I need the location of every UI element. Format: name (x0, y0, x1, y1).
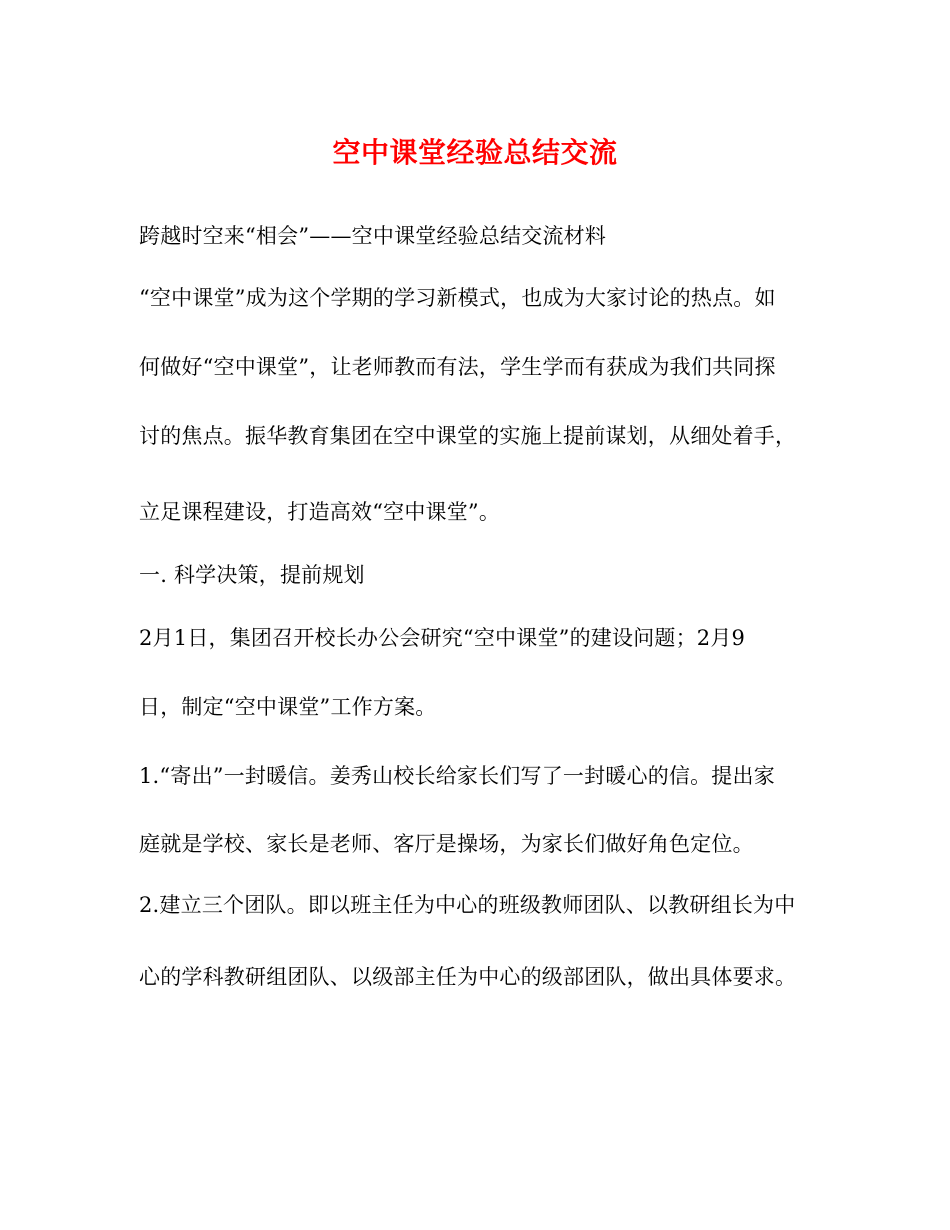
document-title: 空中课堂经验总结交流 (332, 136, 618, 169)
paragraph-line: 立足课程建设，打造高效“空中课堂”。 (139, 500, 501, 524)
list-item-line: 1.“寄出”一封暖信。姜秀山校长给家长们写了一封暖心的信。提出家 (139, 764, 775, 788)
paragraph-line: “空中课堂”成为这个学期的学习新模式，也成为大家讨论的热点。如 (139, 286, 776, 310)
paragraph-line: 何做好“空中课堂”，让老师教而有法，学生学而有获成为我们共同探 (139, 355, 776, 379)
list-item-line: 心的学科教研组团队、以级部主任为中心的级部团队，做出具体要求。 (139, 965, 797, 989)
paragraph-line: 2月1日，集团召开校长办公会研究“空中课堂”的建设问题；2月9 (139, 626, 746, 650)
list-item-line: 庭就是学校、家长是老师、客厅是操场，为家长们做好角色定位。 (139, 832, 754, 856)
paragraph-line: 讨的焦点。振华教育集团在空中课堂的实施上提前谋划，从细处着手， (139, 424, 797, 448)
subtitle-line: 跨越时空来“相会”——空中课堂经验总结交流材料 (139, 224, 607, 248)
paragraph-line: 日，制定“空中课堂”工作方案。 (139, 695, 437, 719)
list-item-line: 2.建立三个团队。即以班主任为中心的班级教师团队、以教研组长为中 (139, 893, 796, 917)
section-heading: 一. 科学决策，提前规划 (139, 563, 365, 587)
